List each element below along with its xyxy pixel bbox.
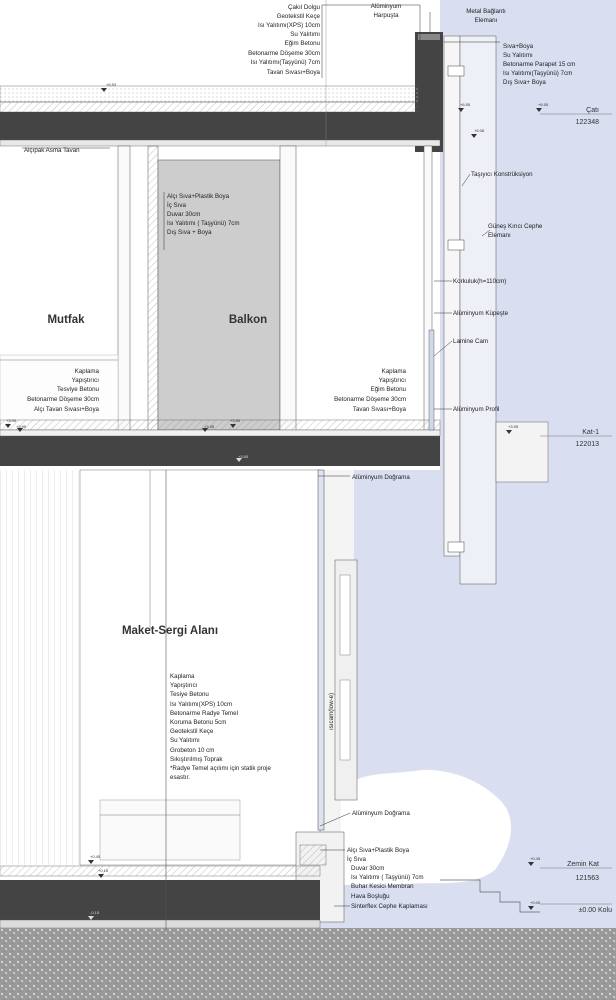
floor-1-layer: Yapıştırıcı — [378, 377, 406, 384]
sunbreaker-label: Elemanı — [488, 232, 511, 239]
svg-text:+6.08: +6.08 — [474, 128, 485, 133]
floor-1-layer: Betonarme Döşeme 30cm — [334, 396, 406, 403]
parapet-layer: Su Yalıtımı — [503, 52, 533, 59]
svg-text:+3.95: +3.95 — [230, 418, 241, 423]
ground-layer: Betonarme Radye Temel — [170, 710, 238, 717]
base-wall-layer: Duvar 30cm — [351, 865, 385, 872]
floor-1-layer: Tavan Sıvası+Boya — [352, 406, 406, 413]
level-value: 122348 — [575, 119, 599, 126]
suspended-ceiling-label: Alçıpak Asma Tavan — [24, 147, 80, 154]
soil — [0, 928, 616, 1000]
floor-mid-layer: Betonarme Döşeme 30cm — [27, 396, 99, 403]
ground-layer: Isı Yalıtımı(XPS) 10cm — [170, 701, 233, 708]
floor-mid-layer: Yapıştırıcı — [71, 377, 99, 384]
profile-label: Alüminyum Profil — [453, 406, 500, 413]
glass-wall-label: ısıcam(low-e) — [328, 692, 335, 730]
parapet-layer: Betonarme Parapet 15 cm — [503, 61, 576, 68]
sunbreaker-label: Güneş Kırıcı Cephe — [488, 223, 543, 230]
glass-wall — [318, 470, 324, 830]
ground-floor-cladding — [0, 470, 80, 865]
carrier-label: Taşıyıcı Konstrüksiyon — [471, 171, 533, 178]
level-name: Çatı — [586, 107, 599, 114]
base-wall-layer: Buhar Kesici Membran — [351, 883, 414, 890]
ground-layer: Sıkıştırılmış Toprak — [170, 756, 223, 763]
base-wall-layer: Isı Yalıtımı ( Taşyünü) 7cm — [351, 874, 424, 881]
roof-layer: Çakıl Dolgu — [288, 4, 320, 11]
ground-layer: Koruma Betonu 5cm — [170, 719, 227, 726]
roof-layer: Betonarme Döşeme 30cm — [248, 50, 320, 57]
raft-foundation — [0, 880, 320, 920]
level-name: ±0.00 Kolu — [578, 907, 612, 914]
svg-text:+3.95: +3.95 — [508, 424, 519, 429]
roof-gravel — [0, 86, 418, 102]
svg-text:+0.15: +0.15 — [98, 868, 109, 873]
roof-layer: Su Yalıtımı — [290, 31, 320, 38]
coping-label: Alüminyum Küpeşte — [453, 310, 509, 317]
balcony-wall-layer: Isı Yalıtımı ( Taşyünü) 7cm — [167, 220, 240, 227]
balcony-wall-layer: Alçı Sıva+Plastik Boya — [167, 193, 230, 200]
carrier-structure — [444, 36, 460, 556]
aluminium-flashing-label: Harpuşta — [373, 12, 399, 19]
base-wall-layer: Sinterflex Cephe Kaplaması — [351, 903, 428, 910]
floor-mid-layer: Kaplama — [74, 368, 99, 375]
svg-text:+3.95: +3.95 — [16, 424, 27, 429]
roof-slab — [0, 112, 440, 140]
metal-connection-label: Metal Bağlantı — [466, 8, 506, 15]
svg-text:-0.15: -0.15 — [90, 910, 100, 915]
roof-layer: Isı Yalıtımı(XPS) 10cm — [257, 22, 320, 29]
balcony-wall-layer: Dış Sıva + Boya — [167, 229, 212, 236]
svg-text:+0.45: +0.45 — [530, 856, 541, 861]
level-name: Kat-1 — [582, 429, 599, 436]
svg-text:+3.65: +3.65 — [238, 454, 249, 459]
ground-layer: Su Yalıtımı — [170, 737, 200, 744]
base-wall-layer: Alçı Sıva+Plastik Boya — [347, 847, 410, 854]
base-wall-layer: Hava Boşluğu — [351, 893, 390, 900]
svg-text:+3.95: +3.95 — [6, 418, 17, 423]
floor-mid-layer: Tesviye Betonu — [57, 386, 99, 393]
railing-label: Korkuluk(h=110cm) — [453, 278, 507, 285]
base-wall-layer: İç Sıva — [347, 856, 366, 863]
svg-text:+6.55: +6.55 — [538, 102, 549, 107]
ground-layer: Tesiye Betonu — [170, 691, 209, 698]
ground-layer: Kaplama — [170, 673, 195, 680]
room-mutfak: Mutfak — [47, 314, 85, 326]
balcony-wall-layer: İç Sıva — [167, 202, 186, 209]
roof-layer: Isı Yalıtımı(Taşyünü) 7cm — [250, 59, 320, 66]
parapet-layer: Isı Yalıtımı(Taşyünü) 7cm — [503, 70, 573, 77]
ground-layer: *Radye Temel açılımı için statik proje — [170, 765, 271, 772]
roof-layer: Geotekstil Keçe — [276, 13, 320, 20]
svg-text:+0.00: +0.00 — [530, 900, 541, 905]
metal-connection-label: Elemanı — [474, 17, 498, 24]
svg-text:+3.95: +3.95 — [204, 424, 215, 429]
ground-layer: Geotekstil Keçe — [170, 728, 214, 735]
room-sergi: Maket-Sergi Alanı — [121, 625, 219, 637]
roof-layer: Tavan Sıvası+Boya — [266, 69, 320, 76]
aluminium-flashing-label: Alüminyum — [370, 3, 402, 10]
level-value: 122013 — [575, 441, 599, 448]
parapet-layer: Sıva+Boya — [503, 43, 534, 50]
floor-1-layer: Kaplama — [381, 368, 406, 375]
railing-glass — [429, 330, 434, 430]
display-bench — [100, 800, 240, 860]
roof-layer: Eğim Betonu — [284, 40, 320, 47]
svg-text:+0.45: +0.45 — [90, 854, 101, 859]
ground-layer: esastır. — [170, 774, 190, 781]
svg-text:+6.55: +6.55 — [460, 102, 471, 107]
glass-label: Lamine Cam — [453, 338, 489, 345]
svg-text:+6.53: +6.53 — [106, 82, 117, 87]
balcony-panel — [158, 160, 280, 430]
ground-layer: Yapıştırıcı — [170, 682, 198, 689]
floor-mid-layer: Alçı Tavan Sıvası+Boya — [33, 406, 99, 413]
floor-1-layer: Eğim Betonu — [370, 386, 406, 393]
door-bottom-label: Alüminyum Doğrama — [352, 810, 410, 817]
door-top-label: Alüminyum Doğrama — [352, 474, 410, 481]
balcony-wall-layer: Duvar 30cm — [167, 211, 201, 218]
ground-layer: Grobeton 10 cm — [170, 747, 215, 754]
parapet-layer: Dış Sıva+ Boya — [503, 79, 546, 86]
level-name: Zemin Kat — [567, 861, 599, 868]
floor-1-slab — [0, 436, 440, 466]
level-value: 121563 — [575, 875, 599, 882]
room-balkon: Balkon — [228, 314, 268, 326]
